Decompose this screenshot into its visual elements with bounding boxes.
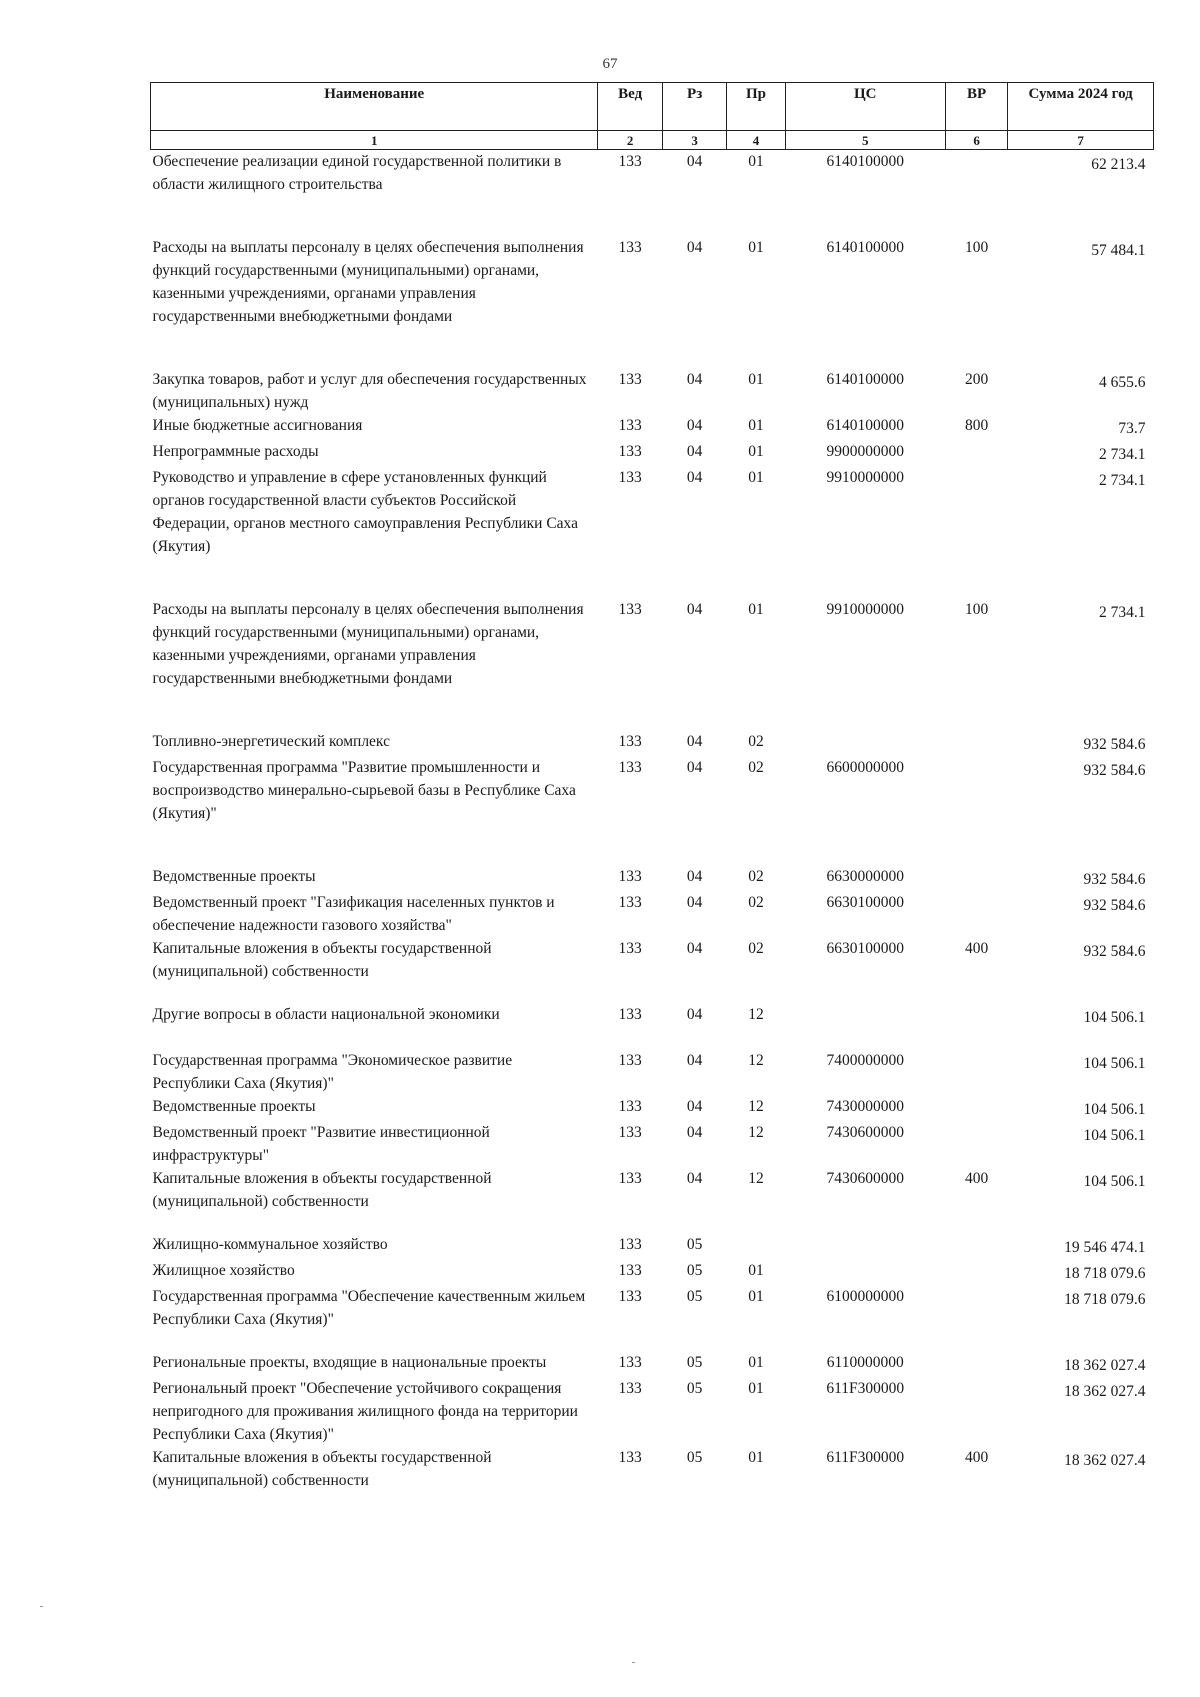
row-sum: 73.7 <box>1118 420 1146 437</box>
row-name: Капитальные вложения в объекты государственной (муниципальной) собственности <box>152 940 492 980</box>
row-rz: 04 <box>686 1006 703 1023</box>
row-pr: 01 <box>748 1354 764 1371</box>
row-ved: 133 <box>618 1288 642 1305</box>
table-row <box>151 1233 1154 1259</box>
row-name: Региональный проект "Обеспечение устойчивого сокращения непригодного для проживания жилищного фонда на территории Республики Саха (Якутия)" <box>152 1380 578 1443</box>
table-row <box>151 414 1154 440</box>
row-vr <box>945 1259 1007 1285</box>
row-cs <box>785 730 945 756</box>
row-ved: 133 <box>618 1052 642 1069</box>
column-number-row <box>151 131 1154 150</box>
row-pr: 12 <box>748 1124 764 1141</box>
row-rz: 04 <box>686 868 703 885</box>
row-name: Расходы на выплаты персоналу в целях обеспечения выполнения функций государственными (муниципальными) органами, казенными учреждениями, органами управления государственными внебюджетными фондами <box>152 239 584 325</box>
row-ved: 133 <box>618 153 642 170</box>
row-cs: 6630100000 <box>826 940 904 957</box>
column-number: 1 <box>151 131 598 150</box>
table-row <box>151 368 1154 414</box>
row-ved: 133 <box>618 443 642 460</box>
row-rz: 05 <box>686 1449 703 1466</box>
row-pr: 12 <box>748 1170 764 1187</box>
row-name: Топливно-энергетический комплекс <box>152 733 390 750</box>
table-row <box>151 1049 1154 1095</box>
row-ved: 133 <box>618 894 642 911</box>
table-row <box>151 150 1154 237</box>
row-sum: 4 655.6 <box>1099 374 1146 391</box>
header-row <box>151 83 1154 131</box>
row-rz: 04 <box>686 417 703 434</box>
row-sum: 62 213.4 <box>1091 156 1146 173</box>
header-pr: Пр <box>727 83 785 131</box>
row-pr: 12 <box>748 1098 764 1115</box>
row-pr: 01 <box>748 1380 764 1397</box>
table-row <box>151 865 1154 891</box>
table-row <box>151 937 1154 1003</box>
table-row <box>151 1285 1154 1351</box>
row-rz: 05 <box>686 1354 703 1371</box>
row-rz: 05 <box>686 1262 703 1279</box>
row-ved: 133 <box>618 1449 642 1466</box>
row-rz: 04 <box>686 1170 703 1187</box>
row-pr: 02 <box>748 940 764 957</box>
row-sum: 932 584.6 <box>1083 897 1146 914</box>
row-cs <box>785 1259 945 1285</box>
row-name: Другие вопросы в области национальной экономики <box>152 1006 500 1023</box>
row-sum: 18 362 027.4 <box>1064 1357 1146 1374</box>
row-ved: 133 <box>618 1006 642 1023</box>
row-sum: 57 484.1 <box>1091 242 1146 259</box>
row-rz: 04 <box>686 1098 703 1115</box>
row-sum: 18 362 027.4 <box>1064 1452 1146 1469</box>
budget-table <box>150 82 1154 1492</box>
row-ved: 133 <box>618 868 642 885</box>
row-pr: 01 <box>748 443 764 460</box>
row-pr: 02 <box>748 868 764 885</box>
row-sum: 18 718 079.6 <box>1064 1265 1146 1282</box>
row-vr: 400 <box>964 1449 989 1466</box>
row-cs: 6600000000 <box>826 759 904 776</box>
row-vr <box>945 1377 1007 1446</box>
header-cs: ЦС <box>785 83 945 131</box>
row-cs: 7430600000 <box>826 1170 904 1187</box>
row-ved: 133 <box>618 601 642 618</box>
row-rz: 04 <box>686 239 703 256</box>
row-cs: 6100000000 <box>826 1288 904 1305</box>
row-rz: 04 <box>686 1124 703 1141</box>
scan-speck <box>632 1662 635 1663</box>
row-rz: 04 <box>686 894 703 911</box>
row-vr <box>945 1049 1007 1095</box>
row-vr: 400 <box>964 940 989 957</box>
row-vr <box>945 865 1007 891</box>
row-vr: 400 <box>964 1170 989 1187</box>
row-rz: 05 <box>686 1236 703 1253</box>
row-vr: 200 <box>964 371 989 388</box>
row-pr: 01 <box>748 601 764 618</box>
row-pr: 12 <box>748 1006 764 1023</box>
row-rz: 04 <box>686 1052 703 1069</box>
row-cs: 611F300000 <box>826 1380 905 1397</box>
table-header <box>151 83 1154 150</box>
table-row <box>151 236 1154 368</box>
row-pr: 01 <box>748 239 764 256</box>
header-sum: Сумма 2024 год <box>1008 83 1154 131</box>
row-vr <box>945 1095 1007 1121</box>
table-row <box>151 1167 1154 1233</box>
row-rz: 05 <box>686 1288 703 1305</box>
table-row <box>151 1351 1154 1377</box>
row-vr: 100 <box>964 601 989 618</box>
column-number: 7 <box>1008 131 1154 150</box>
row-ved: 133 <box>618 1354 642 1371</box>
row-rz: 04 <box>686 469 703 486</box>
row-name: Ведомственные проекты <box>152 1098 316 1115</box>
row-name: Закупка товаров, работ и услуг для обеспечения государственных (муниципальных) нужд <box>152 371 587 411</box>
row-vr <box>945 440 1007 466</box>
row-rz: 04 <box>686 759 703 776</box>
row-name: Государственная программа "Экономическое развитие Республики Саха (Якутия)" <box>152 1052 513 1092</box>
row-vr <box>945 891 1007 937</box>
row-ved: 133 <box>618 1170 642 1187</box>
row-name: Жилищное хозяйство <box>152 1262 295 1279</box>
row-cs: 6140100000 <box>826 239 904 256</box>
table-row <box>151 466 1154 598</box>
table-row <box>151 1377 1154 1446</box>
row-vr <box>945 756 1007 865</box>
row-name: Обеспечение реализации единой государственной политики в области жилищного строительства <box>152 153 562 193</box>
row-name: Региональные проекты, входящие в национальные проекты <box>152 1354 547 1371</box>
header-rz: Рз <box>662 83 727 131</box>
row-vr <box>945 1003 1007 1049</box>
row-sum: 104 506.1 <box>1083 1009 1146 1026</box>
row-ved: 133 <box>618 759 642 776</box>
column-number: 4 <box>727 131 785 150</box>
header-ved: Вед <box>598 83 663 131</box>
table-row <box>151 440 1154 466</box>
row-name: Расходы на выплаты персоналу в целях обеспечения выполнения функций государственными (муниципальными) органами, казенными учреждениями, органами управления государственными внебюджетными фондами <box>152 601 584 687</box>
column-number: 2 <box>598 131 663 150</box>
row-vr <box>945 730 1007 756</box>
row-rz: 04 <box>686 940 703 957</box>
header-name: Наименование <box>151 83 598 131</box>
row-vr <box>945 466 1007 598</box>
row-pr: 01 <box>748 153 764 170</box>
row-ved: 133 <box>618 733 642 750</box>
row-ved: 133 <box>618 1098 642 1115</box>
row-sum: 2 734.1 <box>1099 472 1146 489</box>
row-cs: 7430600000 <box>826 1124 904 1141</box>
scan-speck <box>40 1606 43 1607</box>
row-cs <box>785 1233 945 1259</box>
row-name: Жилищно-коммунальное хозяйство <box>152 1236 388 1253</box>
row-sum: 18 718 079.6 <box>1064 1291 1146 1308</box>
row-sum: 18 362 027.4 <box>1064 1383 1146 1400</box>
row-name: Ведомственный проект "Газификация населенных пунктов и обеспечение надежности газового хозяйства" <box>152 894 555 934</box>
row-name: Государственная программа "Развитие промышленности и воспроизводство минерально-сырьевой базы в Республике Саха (Якутия)" <box>152 759 576 822</box>
row-pr: 01 <box>748 371 764 388</box>
row-ved: 133 <box>618 1380 642 1397</box>
row-pr: 01 <box>748 1288 764 1305</box>
row-ved: 133 <box>618 469 642 486</box>
table-row <box>151 1121 1154 1167</box>
row-name: Ведомственные проекты <box>152 868 316 885</box>
row-cs: 6630000000 <box>826 868 904 885</box>
row-sum: 2 734.1 <box>1099 446 1146 463</box>
row-pr: 02 <box>748 733 764 750</box>
row-vr: 100 <box>964 239 989 256</box>
row-pr: 12 <box>748 1052 764 1069</box>
column-number: 3 <box>662 131 727 150</box>
table-row <box>151 756 1154 865</box>
row-name: Капитальные вложения в объекты государственной (муниципальной) собственности <box>152 1449 492 1489</box>
table-row <box>151 1446 1154 1492</box>
row-name: Непрограммные расходы <box>152 443 319 460</box>
row-vr <box>945 150 1007 237</box>
row-rz: 04 <box>686 443 703 460</box>
row-cs: 6110000000 <box>826 1354 904 1371</box>
table-row <box>151 891 1154 937</box>
row-sum: 104 506.1 <box>1083 1127 1146 1144</box>
row-name: Руководство и управление в сфере установленных функций органов государственной власти субъектов Российской Федерации, органов местного самоуправления Республики Саха (Якутия) <box>152 469 578 555</box>
row-pr: 01 <box>748 1262 764 1279</box>
header-vr: ВР <box>945 83 1007 131</box>
table-row <box>151 598 1154 730</box>
row-vr <box>945 1351 1007 1377</box>
table-row <box>151 730 1154 756</box>
table-row <box>151 1003 1154 1049</box>
row-cs: 6630100000 <box>826 894 904 911</box>
row-pr: 02 <box>748 759 764 776</box>
row-cs: 6140100000 <box>826 417 904 434</box>
row-rz: 04 <box>686 153 703 170</box>
row-sum: 104 506.1 <box>1083 1173 1146 1190</box>
row-name: Ведомственный проект "Развитие инвестиционной инфраструктуры" <box>152 1124 490 1164</box>
row-pr: 01 <box>748 469 764 486</box>
row-vr <box>945 1233 1007 1259</box>
row-ved: 133 <box>618 1262 642 1279</box>
row-cs: 9900000000 <box>826 443 904 460</box>
row-sum: 932 584.6 <box>1083 943 1146 960</box>
column-number: 5 <box>785 131 945 150</box>
row-rz: 05 <box>686 1380 703 1397</box>
row-pr: 01 <box>748 1449 764 1466</box>
row-cs: 6140100000 <box>826 371 904 388</box>
row-rz: 04 <box>686 601 703 618</box>
row-cs: 611F300000 <box>826 1449 905 1466</box>
row-sum: 2 734.1 <box>1099 604 1146 621</box>
row-ved: 133 <box>618 1236 642 1253</box>
row-vr <box>945 1285 1007 1351</box>
row-pr <box>727 1233 785 1259</box>
row-sum: 932 584.6 <box>1083 871 1146 888</box>
row-cs: 7400000000 <box>826 1052 904 1069</box>
table-row <box>151 1095 1154 1121</box>
row-pr: 01 <box>748 417 764 434</box>
row-sum: 932 584.6 <box>1083 736 1146 753</box>
page-number: 67 <box>602 56 618 72</box>
table-body <box>151 150 1154 1493</box>
row-ved: 133 <box>618 239 642 256</box>
row-rz: 04 <box>686 733 703 750</box>
row-vr <box>945 1121 1007 1167</box>
row-sum: 932 584.6 <box>1083 762 1146 779</box>
row-rz: 04 <box>686 371 703 388</box>
row-ved: 133 <box>618 417 642 434</box>
column-number: 6 <box>945 131 1007 150</box>
row-ved: 133 <box>618 371 642 388</box>
table-row <box>151 1259 1154 1285</box>
row-cs <box>785 1003 945 1049</box>
row-sum: 104 506.1 <box>1083 1101 1146 1118</box>
row-sum: 19 546 474.1 <box>1064 1239 1146 1256</box>
row-name: Иные бюджетные ассигнования <box>152 417 363 434</box>
row-ved: 133 <box>618 1124 642 1141</box>
row-vr: 800 <box>964 417 989 434</box>
row-ved: 133 <box>618 940 642 957</box>
row-cs: 9910000000 <box>826 469 904 486</box>
row-name: Государственная программа "Обеспечение качественным жильем Республики Саха (Якутия)" <box>152 1288 586 1328</box>
row-pr: 02 <box>748 894 764 911</box>
row-cs: 6140100000 <box>826 153 904 170</box>
row-cs: 7430000000 <box>826 1098 904 1115</box>
row-sum: 104 506.1 <box>1083 1055 1146 1072</box>
row-name: Капитальные вложения в объекты государственной (муниципальной) собственности <box>152 1170 492 1210</box>
row-cs: 9910000000 <box>826 601 904 618</box>
